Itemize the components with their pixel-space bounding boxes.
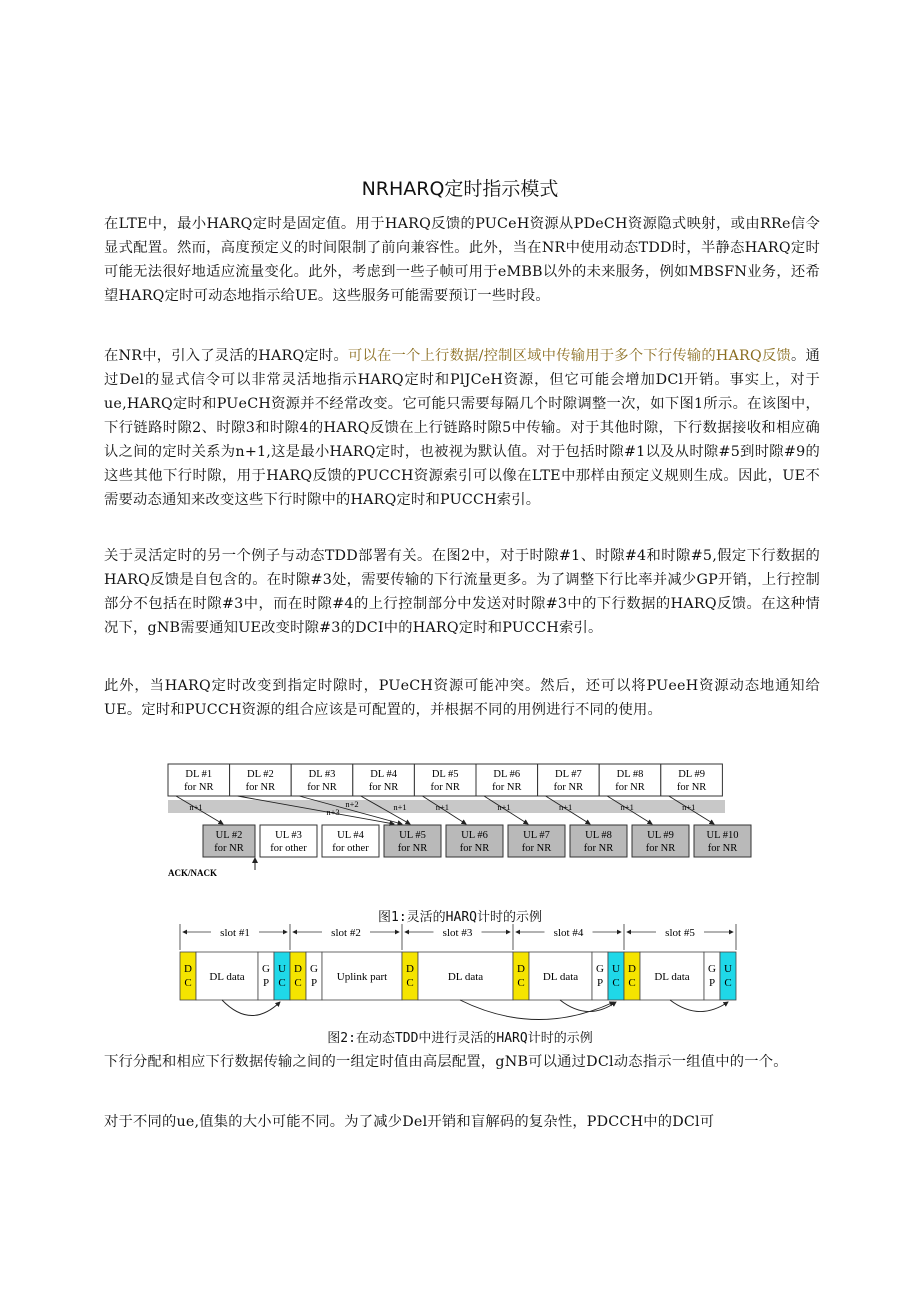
ul-slot-label: UL #10	[706, 830, 739, 841]
paragraph-dynamic-tdd: 关于灵活定时的另一个例子与动态TDD部署有关。在图2中，对于时隙#1、时隙#4和时隙#5,假定下行数据的HARQ反馈是自包含的。在时隙#3处，需要传输的下行流量更多。为了调整下行比率并减少GP开销，上行控制部分不包括在时隙#3中，而在时隙#4的上行控制部分中发送对时隙#3中的下行数据的HARQ反馈。在这种情况下，gNB需要通知UE改变时隙#3的DCI中的HARQ定时和PUCCH索引。	[104, 548, 820, 636]
dc-block	[402, 952, 418, 1000]
dl-slot-label: DL #7	[555, 769, 582, 780]
gp-block-label: G	[596, 963, 604, 975]
dl-slot-label: DL #2	[247, 769, 274, 780]
figure-1-diagram	[165, 760, 739, 880]
gp-block-label: G	[310, 963, 318, 975]
gp-block	[306, 952, 322, 1000]
arrow-label: n+1	[497, 802, 511, 812]
ul-slot-label: UL #9	[647, 830, 674, 841]
harq-feedback-curve	[560, 1000, 616, 1012]
harq-feedback-curve	[460, 1000, 614, 1020]
dl-slot-sublabel: for NR	[368, 782, 399, 793]
arrow-label: n+1	[189, 802, 203, 812]
ul-slot-label: UL #5	[399, 830, 426, 841]
dl-slot-label: DL #1	[185, 769, 213, 780]
figure-2-caption: 图2:在动态TDD中进行灵活的HARQ计时的示例	[327, 1031, 593, 1046]
uplink-part-block-label: Uplink part	[336, 971, 388, 983]
uc-block	[720, 952, 736, 1000]
dc-block-label: C	[406, 977, 414, 989]
highlighted-text: 可以在一个上行数据/控制区域中传输用于多个下行传输的HARQ反馈	[347, 348, 791, 364]
ul-slot-label: UL #3	[275, 830, 302, 841]
dl-slot-label: DL #5	[431, 769, 459, 780]
ul-slot-sublabel: for NR	[707, 843, 738, 854]
figure-1-caption: 图1:灵活的HARQ计时的示例	[378, 910, 542, 925]
arrow-label: n+1	[620, 802, 634, 812]
gp-block	[592, 952, 608, 1000]
dl-slot-sublabel: for NR	[492, 782, 522, 793]
dl-slot-sublabel: for NR	[615, 782, 645, 793]
dl-data-block-label: DL data	[447, 971, 484, 983]
dc-block-label: D	[294, 963, 302, 975]
dc-block-label: C	[294, 977, 302, 989]
harq-feedback-curve	[222, 1000, 280, 1016]
uc-block-label: U	[278, 963, 286, 975]
gp-block	[704, 952, 720, 1000]
uc-block-label: C	[724, 977, 732, 989]
paragraph-timing-set: 下行分配和相应下行数据传输之间的一组定时值由高层配置，gNB可以通过DCl动态指示一组值中的一个。	[104, 1054, 788, 1070]
dc-block-label: C	[517, 977, 525, 989]
ul-slot-sublabel: for NR	[214, 843, 244, 854]
dl-slot-label: DL #4	[370, 769, 397, 780]
slot-label: slot #1	[220, 927, 250, 939]
slot-label: slot #5	[665, 927, 695, 939]
page-title: NRHARQ定时指示模式	[361, 178, 559, 200]
uc-block	[274, 952, 290, 1000]
ul-slot-sublabel: for NR	[459, 843, 490, 854]
arrow-label: n+1	[393, 802, 407, 812]
dl-slot-label: DL #6	[493, 769, 521, 780]
dl-data-block-label: DL data	[542, 971, 579, 983]
dc-block-label: D	[406, 963, 414, 975]
arrow-label: n+3	[326, 807, 340, 817]
dl-slot-sublabel: for NR	[184, 782, 214, 793]
ack-nack-label: ACK/NACK	[168, 868, 217, 878]
arrow-label: n+1	[435, 802, 450, 812]
paragraph-text: 在NR中，引入了灵活的HARQ定时。	[104, 348, 348, 364]
gp-block-label: G	[708, 963, 716, 975]
gp-block-label: P	[310, 977, 318, 989]
slot-label: slot #3	[442, 927, 473, 939]
paragraph-text: 。通过Del的显式信令可以非常灵活地指示HARQ定时和PlJCeH资源，但它可能会增加DCl开销。事实上，对于ue,HARQ定时和PUeCH资源并不经常改变。它可能只需要每隔几个时隙调整一次，如下图1所示。在该图中，下行链路时隙2、时隙3和时隙4的HARQ反馈在上行链路时隙5中传输。对于其他时隙，下行数据接收和相应确认之间的定时关系为n+1,这是最小HARQ定时，也被视为默认值。对于包括时隙#1以及从时隙#5到时隙#9的这些其他下行时隙，用于HARQ反馈的PUCCH资源索引可以像在LTE中那样由预定义规则生成。因此，UE不需要动态通知来改变这些下行时隙中的HARQ定时和PUCCH索引。	[104, 348, 820, 508]
dl-data-block-label: DL data	[654, 971, 690, 983]
dc-block-label: D	[628, 963, 636, 975]
ul-slot-sublabel: for NR	[583, 843, 614, 854]
harq-feedback-curve	[670, 1000, 728, 1012]
uc-block-label: U	[724, 963, 732, 975]
dl-slot-sublabel: for NR	[245, 782, 276, 793]
dc-block	[180, 952, 196, 1000]
slot-label: slot #4	[553, 927, 584, 939]
paragraph-pucch-conflict: 此外，当HARQ定时改变到指定时隙时，PUeCH资源可能冲突。然后，还可以将PUeeH资源动态地通知给UE。定时和PUCCH资源的组合应该是可配置的，并根据不同的用例进行不同的使用。	[104, 678, 820, 718]
paragraph-dci-overhead: 对于不同的ue,值集的大小可能不同。为了减少Del开销和盲解码的复杂性，PDCCH中的DCl可	[104, 1114, 715, 1130]
dc-block	[290, 952, 306, 1000]
ul-slot-label: UL #6	[461, 830, 488, 841]
paragraph-lte-harq: 在LTE中，最小HARQ定时是固定值。用于HARQ反馈的PUCeH资源从PDeCH资源隐式映射，或由RRe信令显式配置。然而，高度预定义的时间限制了前向兼容性。此外，当在NR中使用动态TDD时，半静态HARQ定时可能无法很好地适应流量变化。此外，考虑到一些子帧可用于eMBB以外的未来服务，例如MBSFN业务，还希望HARQ定时可动态地指示给UE。这些服务可能需要预订一些时段。	[104, 216, 820, 304]
ul-slot-sublabel: for other	[332, 843, 369, 854]
dl-slot-label: DL #9	[678, 769, 705, 780]
gp-block-label: P	[596, 977, 604, 989]
uc-block	[608, 952, 624, 1000]
paragraph-nr-flexible-harq	[104, 344, 820, 512]
uc-block-label: C	[278, 977, 286, 989]
dl-slot-sublabel: for NR	[430, 782, 460, 793]
dc-block-label: D	[517, 963, 525, 975]
ul-slot-label: UL #4	[337, 830, 364, 841]
dc-block-label: C	[628, 977, 636, 989]
gp-block-label: P	[262, 977, 270, 989]
ul-slot-sublabel: for NR	[521, 843, 552, 854]
ul-slot-sublabel: for NR	[645, 843, 676, 854]
dl-slot-sublabel: for NR	[307, 782, 337, 793]
gp-block	[258, 952, 274, 1000]
ul-slot-label: UL #7	[523, 830, 550, 841]
ul-slot-sublabel: for other	[270, 843, 307, 854]
dl-slot-label: DL #8	[616, 769, 644, 780]
ul-slot-label: UL #2	[215, 830, 243, 841]
dc-block	[624, 952, 640, 1000]
dc-block-label: C	[184, 977, 192, 989]
dl-slot-sublabel: for NR	[553, 782, 584, 793]
arrow-label: n+2	[345, 799, 359, 809]
dl-slot-label: DL #3	[308, 769, 336, 780]
ul-slot-label: UL #8	[585, 830, 612, 841]
gp-block-label: P	[708, 977, 716, 989]
arrow-label: n+1	[558, 802, 573, 812]
dc-block-label: D	[184, 963, 192, 975]
uc-block-label: C	[612, 977, 620, 989]
arrow-label: n+1	[682, 802, 696, 812]
dc-block	[513, 952, 529, 1000]
dl-slot-sublabel: for NR	[676, 782, 707, 793]
slot-label: slot #2	[331, 927, 361, 939]
dl-data-block-label: DL data	[209, 971, 245, 983]
ul-slot-sublabel: for NR	[397, 843, 428, 854]
figure-2-diagram	[170, 920, 745, 1025]
uc-block-label: U	[612, 963, 620, 975]
gp-block-label: G	[262, 963, 270, 975]
